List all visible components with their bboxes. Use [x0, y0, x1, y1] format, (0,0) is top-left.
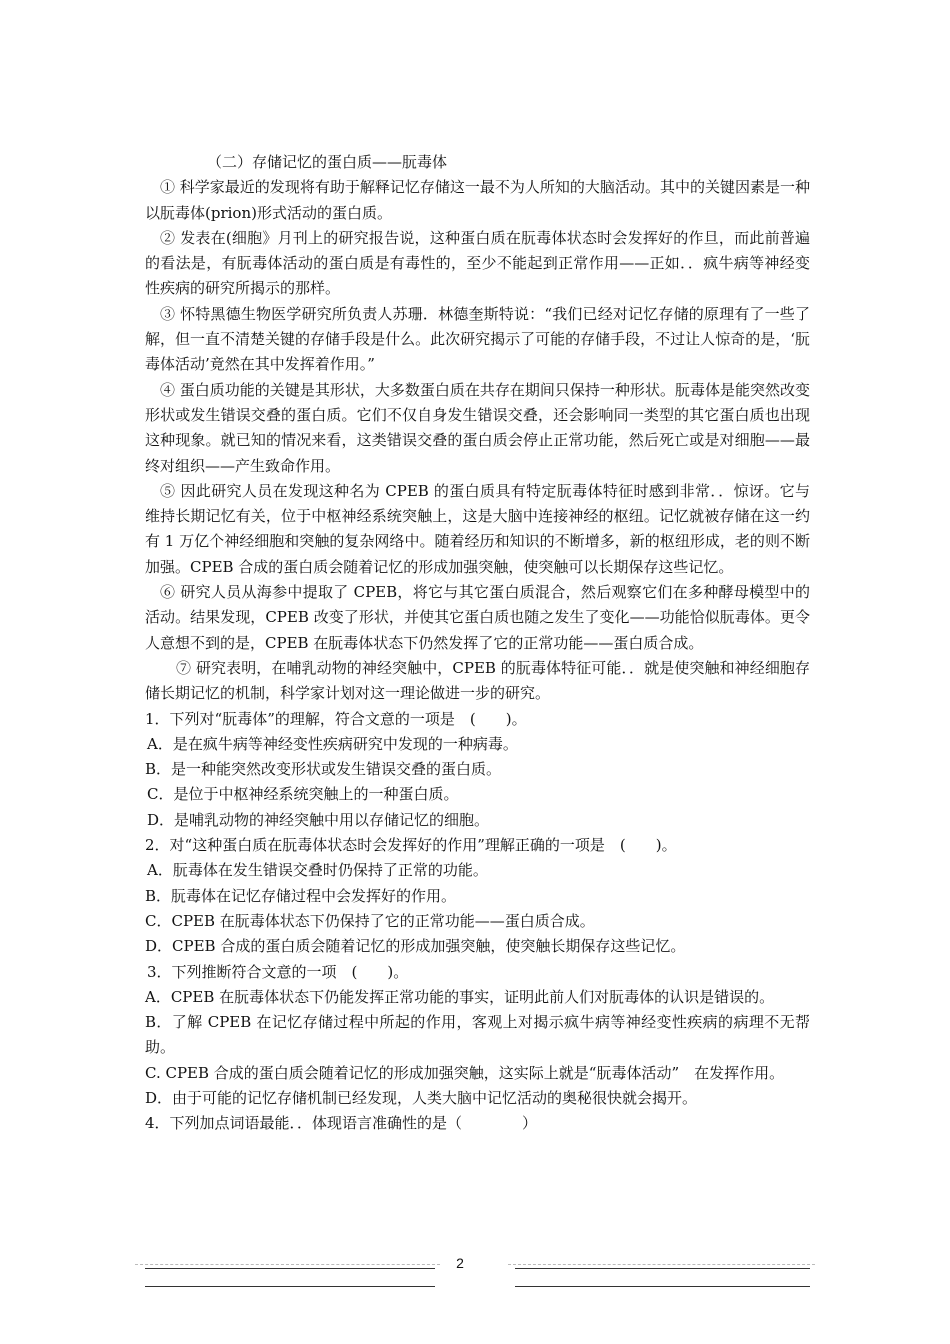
paragraph-6: ⑥ 研究人员从海参中提取了 CPEB，将它与其它蛋白质混合，然后观察它们在多种酵母模型中的活动。结果发现，CPEB 改变了形状，并使其它蛋白质也随之发生了变化——功能恰似朊毒体。更令人意想不到的是，CPEB 在朊毒体状态下仍然发挥了它的正常功能——蛋白质合成。: [145, 583, 810, 652]
paragraph-3: ③ 怀特黑德生物医学研究所负责人苏珊．林德奎斯特说：“我们已经对记忆存储的原理有了一些了解，但一直不清楚关键的存储手段是什么。此次研究揭示了可能的存储手段，不过让人惊奇的是，‘朊毒体活动’竟然在其中发挥着作用。”: [145, 304, 810, 374]
question-1-option-b: B．是一种能突然改变形状或发生错误交叠的蛋白质。: [145, 760, 502, 779]
paragraph-1: ① 科学家最近的发现将有助于解释记忆存储这一最不为人所知的大脑活动。其中的关键因素是一种以朊毒体(prion)形式活动的蛋白质。: [145, 178, 810, 222]
footer-rule-right-dashed: [508, 1264, 815, 1265]
question-3-option-d: D．由于可能的记忆存储机制已经发现，人类大脑中记忆活动的奥秘很快就会揭开。: [145, 1088, 698, 1107]
footer-rule-right-bottom: [515, 1286, 810, 1287]
question-2-stem: 2．对“这种蛋白质在朊毒体状态时会发挥好的作用”理解正确的一项是 ( )。: [145, 836, 677, 855]
question-2-option-a: A．朊毒体在发生错误交叠时仍保持了正常的功能。: [147, 861, 488, 880]
footer-rule-left-top: [145, 1268, 435, 1269]
footer-rule-left-dashed: [135, 1264, 440, 1265]
page-number: 2: [456, 1255, 464, 1271]
question-2-option-d: D．CPEB 合成的蛋白质会随着记忆的形成加强突触，使突触长期保存这些记忆。: [145, 937, 686, 956]
question-2-option-c: C．CPEB 在朊毒体状态下仍保持了它的正常功能——蛋白质合成。: [145, 911, 595, 930]
footer-rule-left-bottom: [145, 1286, 435, 1287]
footer-rule-right-top: [515, 1268, 810, 1269]
paragraph-7: ⑦ 研究表明，在哺乳动物的神经突触中，CPEB 的朊毒体特征可能．．就是使突触和神经细胞存储长期记忆的机制，科学家计划对这一理论做进一步的研究。: [145, 658, 810, 703]
question-1-option-c: C．是位于中枢神经系统突触上的一种蛋白质。: [147, 785, 459, 804]
question-1-option-d: D．是哺乳动物的神经突触中用以存储记忆的细胞。: [147, 810, 490, 829]
question-3-option-c: C. CPEB 合成的蛋白质会随着记忆的形成加强突触，这实际上就是“朊毒体活动” 在发挥作用。: [145, 1063, 785, 1082]
question-3-option-b: B．了解 CPEB 在记忆存储过程中所起的作用，客观上对揭示疯牛病等神经变性疾病的病理不无帮助。: [145, 1013, 810, 1057]
page-footer: [0, 1252, 950, 1302]
question-1-option-a: A．是在疯牛病等神经变性疾病研究中发现的一种病毒。: [147, 734, 518, 753]
question-4-stem: 4．下列加点词语最能．．体现语言准确性的是（ ）: [145, 1114, 538, 1133]
question-3-stem: 3．下列推断符合文意的一项 ( )。: [147, 962, 409, 981]
section-title: （二）存储记忆的蛋白质——朊毒体: [207, 153, 448, 171]
question-3-option-a: A．CPEB 在朊毒体状态下仍能发挥正常功能的事实，证明此前人们对朊毒体的认识是错误的。: [145, 987, 775, 1006]
paragraph-5: ⑤ 因此研究人员在发现这种名为 CPEB 的蛋白质具有特定朊毒体特征时感到非常．．惊讶。它与维持长期记忆有关，位于中枢神经系统突触上，这是大脑中连接神经的枢纽。记忆就被存储在这一约有 1 万亿个神经细胞和突触的复杂网络中。随着经历和知识的不断增多，新的枢纽形成，老的则不断加强。CPEB 合成的蛋白质会随着记忆的形成加强突触，使突触可以长期保存这些记忆。: [145, 481, 810, 576]
paragraph-2: ② 发表在(细胞》月刊上的研究报告说，这种蛋白质在朊毒体状态时会发挥好的作旦，而此前普遍的看法是，有朊毒体活动的蛋白质是有毒性的，至少不能起到正常作用——正如．．疯牛病等神经变性疾病的研究所揭示的那样。: [145, 228, 810, 298]
paragraph-4: ④ 蛋白质功能的关键是其形状，大多数蛋白质在共存在期间只保持一种形状。朊毒体是能突然改变形状或发生错误交叠的蛋白质。它们不仅自身发生错误交叠，还会影响同一类型的其它蛋白质也出现这种现象。就已知的情况来看，这类错误交叠的蛋白质会停止正常功能，然后死亡或是对细胞——最终对组织——产生致命作用。: [145, 380, 810, 475]
question-2-option-b: B．朊毒体在记忆存储过程中会发挥好的作用。: [145, 886, 457, 905]
document-body: [145, 150, 810, 1137]
question-1-stem: 1．下列对“朊毒体”的理解，符合文意的一项是 ( )。: [145, 709, 527, 728]
